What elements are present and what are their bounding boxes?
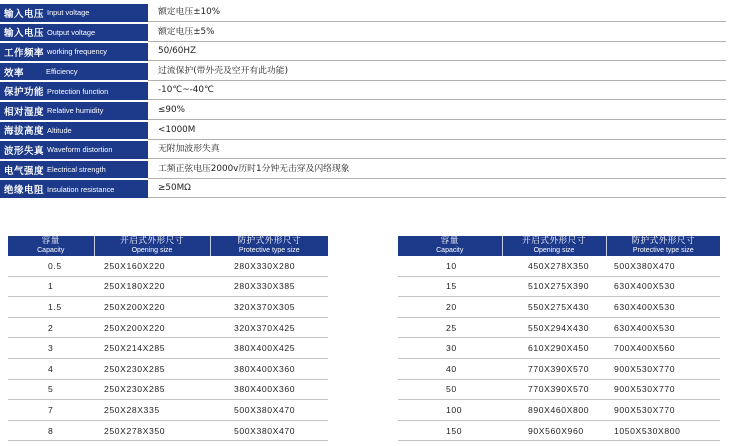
header-opening-en: Opening size bbox=[533, 247, 575, 254]
divider bbox=[148, 60, 726, 61]
spec-label-zh: 效率 bbox=[4, 67, 25, 79]
table-row bbox=[398, 297, 720, 318]
divider bbox=[148, 139, 726, 140]
table-row bbox=[398, 338, 720, 359]
spec-row-insulation-resistance bbox=[0, 180, 730, 200]
divider bbox=[148, 119, 726, 120]
cell-protective-size: 1050X530X800 bbox=[606, 420, 720, 441]
cell-capacity: 1.5 bbox=[8, 297, 94, 318]
spec-label-zh: 电气强度 bbox=[4, 165, 45, 177]
spec-row-input-voltage bbox=[0, 4, 730, 24]
spec-label-zh: 工作频率 bbox=[4, 47, 45, 59]
cell-opening-size: 250X230X285 bbox=[94, 358, 210, 379]
table-row bbox=[398, 317, 720, 338]
spec-row-efficiency bbox=[0, 63, 730, 83]
cell-opening-size: 90X560X960 bbox=[502, 420, 606, 441]
spec-row-relative-humidity bbox=[0, 102, 730, 122]
header-opening-en: Opening size bbox=[131, 247, 173, 254]
cell-capacity: 150 bbox=[398, 420, 502, 441]
header-capacity bbox=[398, 236, 502, 256]
cell-protective-size: 500X380X470 bbox=[210, 400, 328, 421]
header-protective-en: Protective type size bbox=[238, 247, 300, 254]
spec-value: 50/60HZ bbox=[158, 46, 196, 57]
cell-opening-size: 550X294X430 bbox=[502, 317, 606, 338]
cell-capacity: 100 bbox=[398, 400, 502, 421]
cell-protective-size: 320X370X425 bbox=[210, 317, 328, 338]
header-opening-size bbox=[94, 236, 210, 256]
spec-label bbox=[0, 141, 148, 159]
cell-protective-size: 900X530X770 bbox=[606, 379, 720, 400]
cell-opening-size: 250X200X220 bbox=[94, 297, 210, 318]
table-row bbox=[8, 317, 328, 338]
cell-opening-size: 250X200X220 bbox=[94, 317, 210, 338]
cell-protective-size: 280X330X385 bbox=[210, 276, 328, 297]
divider bbox=[148, 158, 726, 159]
divider bbox=[148, 80, 726, 81]
divider bbox=[148, 197, 726, 198]
spec-label-zh: 波形失真 bbox=[4, 145, 45, 157]
spec-label-en: Output voltage bbox=[47, 27, 96, 37]
cell-capacity: 3 bbox=[8, 338, 94, 359]
cell-capacity: 15 bbox=[398, 276, 502, 297]
spec-label bbox=[0, 161, 148, 179]
spec-value: 工频正弦电压2000v历时1分钟无击穿及闪络现象 bbox=[158, 163, 350, 174]
cell-opening-size: 510X275X390 bbox=[502, 276, 606, 297]
cell-capacity: 50 bbox=[398, 379, 502, 400]
table-row bbox=[398, 276, 720, 297]
cell-opening-size: 550X275X430 bbox=[502, 297, 606, 318]
cell-capacity: 25 bbox=[398, 317, 502, 338]
cell-capacity: 10 bbox=[398, 256, 502, 276]
header-opening-zh: 开启式外形尺寸 bbox=[120, 236, 184, 246]
spec-value: 无附加波形失真 bbox=[158, 144, 220, 155]
cell-capacity: 8 bbox=[8, 420, 94, 441]
spec-row-electrical-strength bbox=[0, 161, 730, 181]
cell-opening-size: 890X460X800 bbox=[502, 400, 606, 421]
cell-protective-size: 380X400X360 bbox=[210, 379, 328, 400]
spec-label-zh: 保护功能 bbox=[4, 87, 45, 99]
spec-row-output-voltage bbox=[0, 24, 730, 44]
spec-label-en: Relative humidity bbox=[47, 106, 104, 116]
spec-row-working-frequency bbox=[0, 43, 730, 63]
spec-label bbox=[0, 122, 148, 140]
cell-protective-size: 630X400X530 bbox=[606, 297, 720, 318]
table-row bbox=[8, 276, 328, 297]
header-capacity-zh: 容量 bbox=[440, 236, 459, 246]
spec-value: ≥50MΩ bbox=[158, 183, 191, 194]
cell-protective-size: 630X400X530 bbox=[606, 276, 720, 297]
cell-opening-size: 250X28X335 bbox=[94, 400, 210, 421]
cell-capacity: 0.5 bbox=[8, 256, 94, 276]
spec-value: 额定电压±5% bbox=[158, 26, 215, 37]
header-opening-size bbox=[502, 236, 606, 256]
table-row bbox=[398, 256, 720, 276]
spec-value: <1000M bbox=[158, 124, 196, 135]
capacity-table-right bbox=[398, 236, 720, 441]
spec-value: 过流保护(带外壳及空开有此功能) bbox=[158, 65, 289, 76]
spec-label bbox=[0, 82, 148, 100]
spec-value: -10℃~-40℃ bbox=[158, 85, 214, 96]
spec-label-en: Waveform distortion bbox=[47, 145, 113, 155]
spec-row-protection-function bbox=[0, 82, 730, 102]
spec-row-waveform-distortion bbox=[0, 141, 730, 161]
cell-opening-size: 250X160X220 bbox=[94, 256, 210, 276]
spec-label bbox=[0, 43, 148, 61]
cell-opening-size: 250X230X285 bbox=[94, 379, 210, 400]
spec-label bbox=[0, 180, 148, 198]
cell-protective-size: 500X380X470 bbox=[606, 256, 720, 276]
table-row bbox=[398, 400, 720, 421]
header-capacity bbox=[8, 236, 94, 256]
cell-opening-size: 250X214X285 bbox=[94, 338, 210, 359]
spec-label-en: Protection function bbox=[47, 86, 109, 96]
cell-protective-size: 380X400X425 bbox=[210, 338, 328, 359]
divider bbox=[148, 178, 726, 179]
table-row bbox=[398, 420, 720, 441]
table-row bbox=[8, 400, 328, 421]
cell-capacity: 2 bbox=[8, 317, 94, 338]
spec-value: 额定电压±10% bbox=[158, 7, 221, 17]
capacity-table-left bbox=[8, 236, 328, 441]
header-protective-zh: 防护式外形尺寸 bbox=[631, 236, 696, 246]
table-row bbox=[8, 297, 328, 318]
cell-protective-size: 380X400X360 bbox=[210, 358, 328, 379]
header-protective-en: Protective type size bbox=[632, 247, 694, 254]
cell-protective-size: 630X400X530 bbox=[606, 317, 720, 338]
cell-capacity: 20 bbox=[398, 297, 502, 318]
header-capacity-en: Capacity bbox=[37, 247, 65, 254]
header-capacity-zh: 容量 bbox=[41, 236, 60, 246]
spec-row-altitude bbox=[0, 122, 730, 142]
cell-opening-size: 770X390X570 bbox=[502, 358, 606, 379]
spec-label-zh: 输入电压 bbox=[4, 28, 45, 40]
spec-value: ≤90% bbox=[158, 104, 185, 115]
spec-label-zh: 绝缘电阻 bbox=[4, 185, 45, 197]
cell-capacity: 30 bbox=[398, 338, 502, 359]
cell-protective-size: 320X370X305 bbox=[210, 297, 328, 318]
table-row bbox=[398, 379, 720, 400]
divider bbox=[148, 99, 726, 100]
header-capacity-en: Capacity bbox=[436, 247, 464, 254]
cell-protective-size: 700X400X560 bbox=[606, 338, 720, 359]
table-row bbox=[8, 420, 328, 441]
divider bbox=[148, 41, 726, 42]
spec-label bbox=[0, 4, 148, 22]
cell-capacity: 40 bbox=[398, 358, 502, 379]
spec-label-en: working frequency bbox=[47, 47, 107, 57]
header-protective-zh: 防护式外形尺寸 bbox=[237, 236, 302, 246]
cell-opening-size: 250X180X220 bbox=[94, 276, 210, 297]
spec-list bbox=[0, 4, 730, 200]
cell-capacity: 4 bbox=[8, 358, 94, 379]
spec-label-zh: 相对湿度 bbox=[4, 106, 45, 118]
table-row bbox=[8, 338, 328, 359]
spec-label-en: Insulation resistance bbox=[47, 184, 115, 194]
spec-label-en: Altitude bbox=[47, 125, 72, 135]
spec-label-en: Efficiency bbox=[46, 67, 78, 77]
table-row bbox=[398, 358, 720, 379]
cell-capacity: 1 bbox=[8, 276, 94, 297]
cell-opening-size: 450X278X350 bbox=[502, 256, 606, 276]
cell-protective-size: 280X330X280 bbox=[210, 256, 328, 276]
table-row bbox=[8, 256, 328, 276]
spec-label bbox=[0, 24, 148, 42]
table-header-row bbox=[398, 236, 720, 256]
header-protective-size bbox=[606, 236, 720, 256]
cell-capacity: 7 bbox=[8, 400, 94, 421]
cell-protective-size: 500X380X470 bbox=[210, 420, 328, 441]
cell-opening-size: 770X390X570 bbox=[502, 379, 606, 400]
table-row bbox=[8, 358, 328, 379]
cell-opening-size: 250X278X350 bbox=[94, 420, 210, 441]
cell-opening-size: 610X290X450 bbox=[502, 338, 606, 359]
spec-label bbox=[0, 102, 148, 120]
table-header-row bbox=[8, 236, 328, 256]
cell-protective-size: 900X530X770 bbox=[606, 400, 720, 421]
cell-protective-size: 900X530X770 bbox=[606, 358, 720, 379]
header-opening-zh: 开启式外形尺寸 bbox=[522, 236, 586, 246]
spec-label-zh: 海拔高度 bbox=[4, 126, 45, 138]
spec-label bbox=[0, 63, 148, 81]
spec-label-en: Input voltage bbox=[47, 8, 90, 18]
divider bbox=[148, 21, 726, 22]
header-protective-size bbox=[210, 236, 328, 256]
spec-label-zh: 输入电压 bbox=[4, 8, 45, 20]
cell-capacity: 5 bbox=[8, 379, 94, 400]
table-row bbox=[8, 379, 328, 400]
spec-label-en: Electrical strength bbox=[47, 165, 106, 175]
